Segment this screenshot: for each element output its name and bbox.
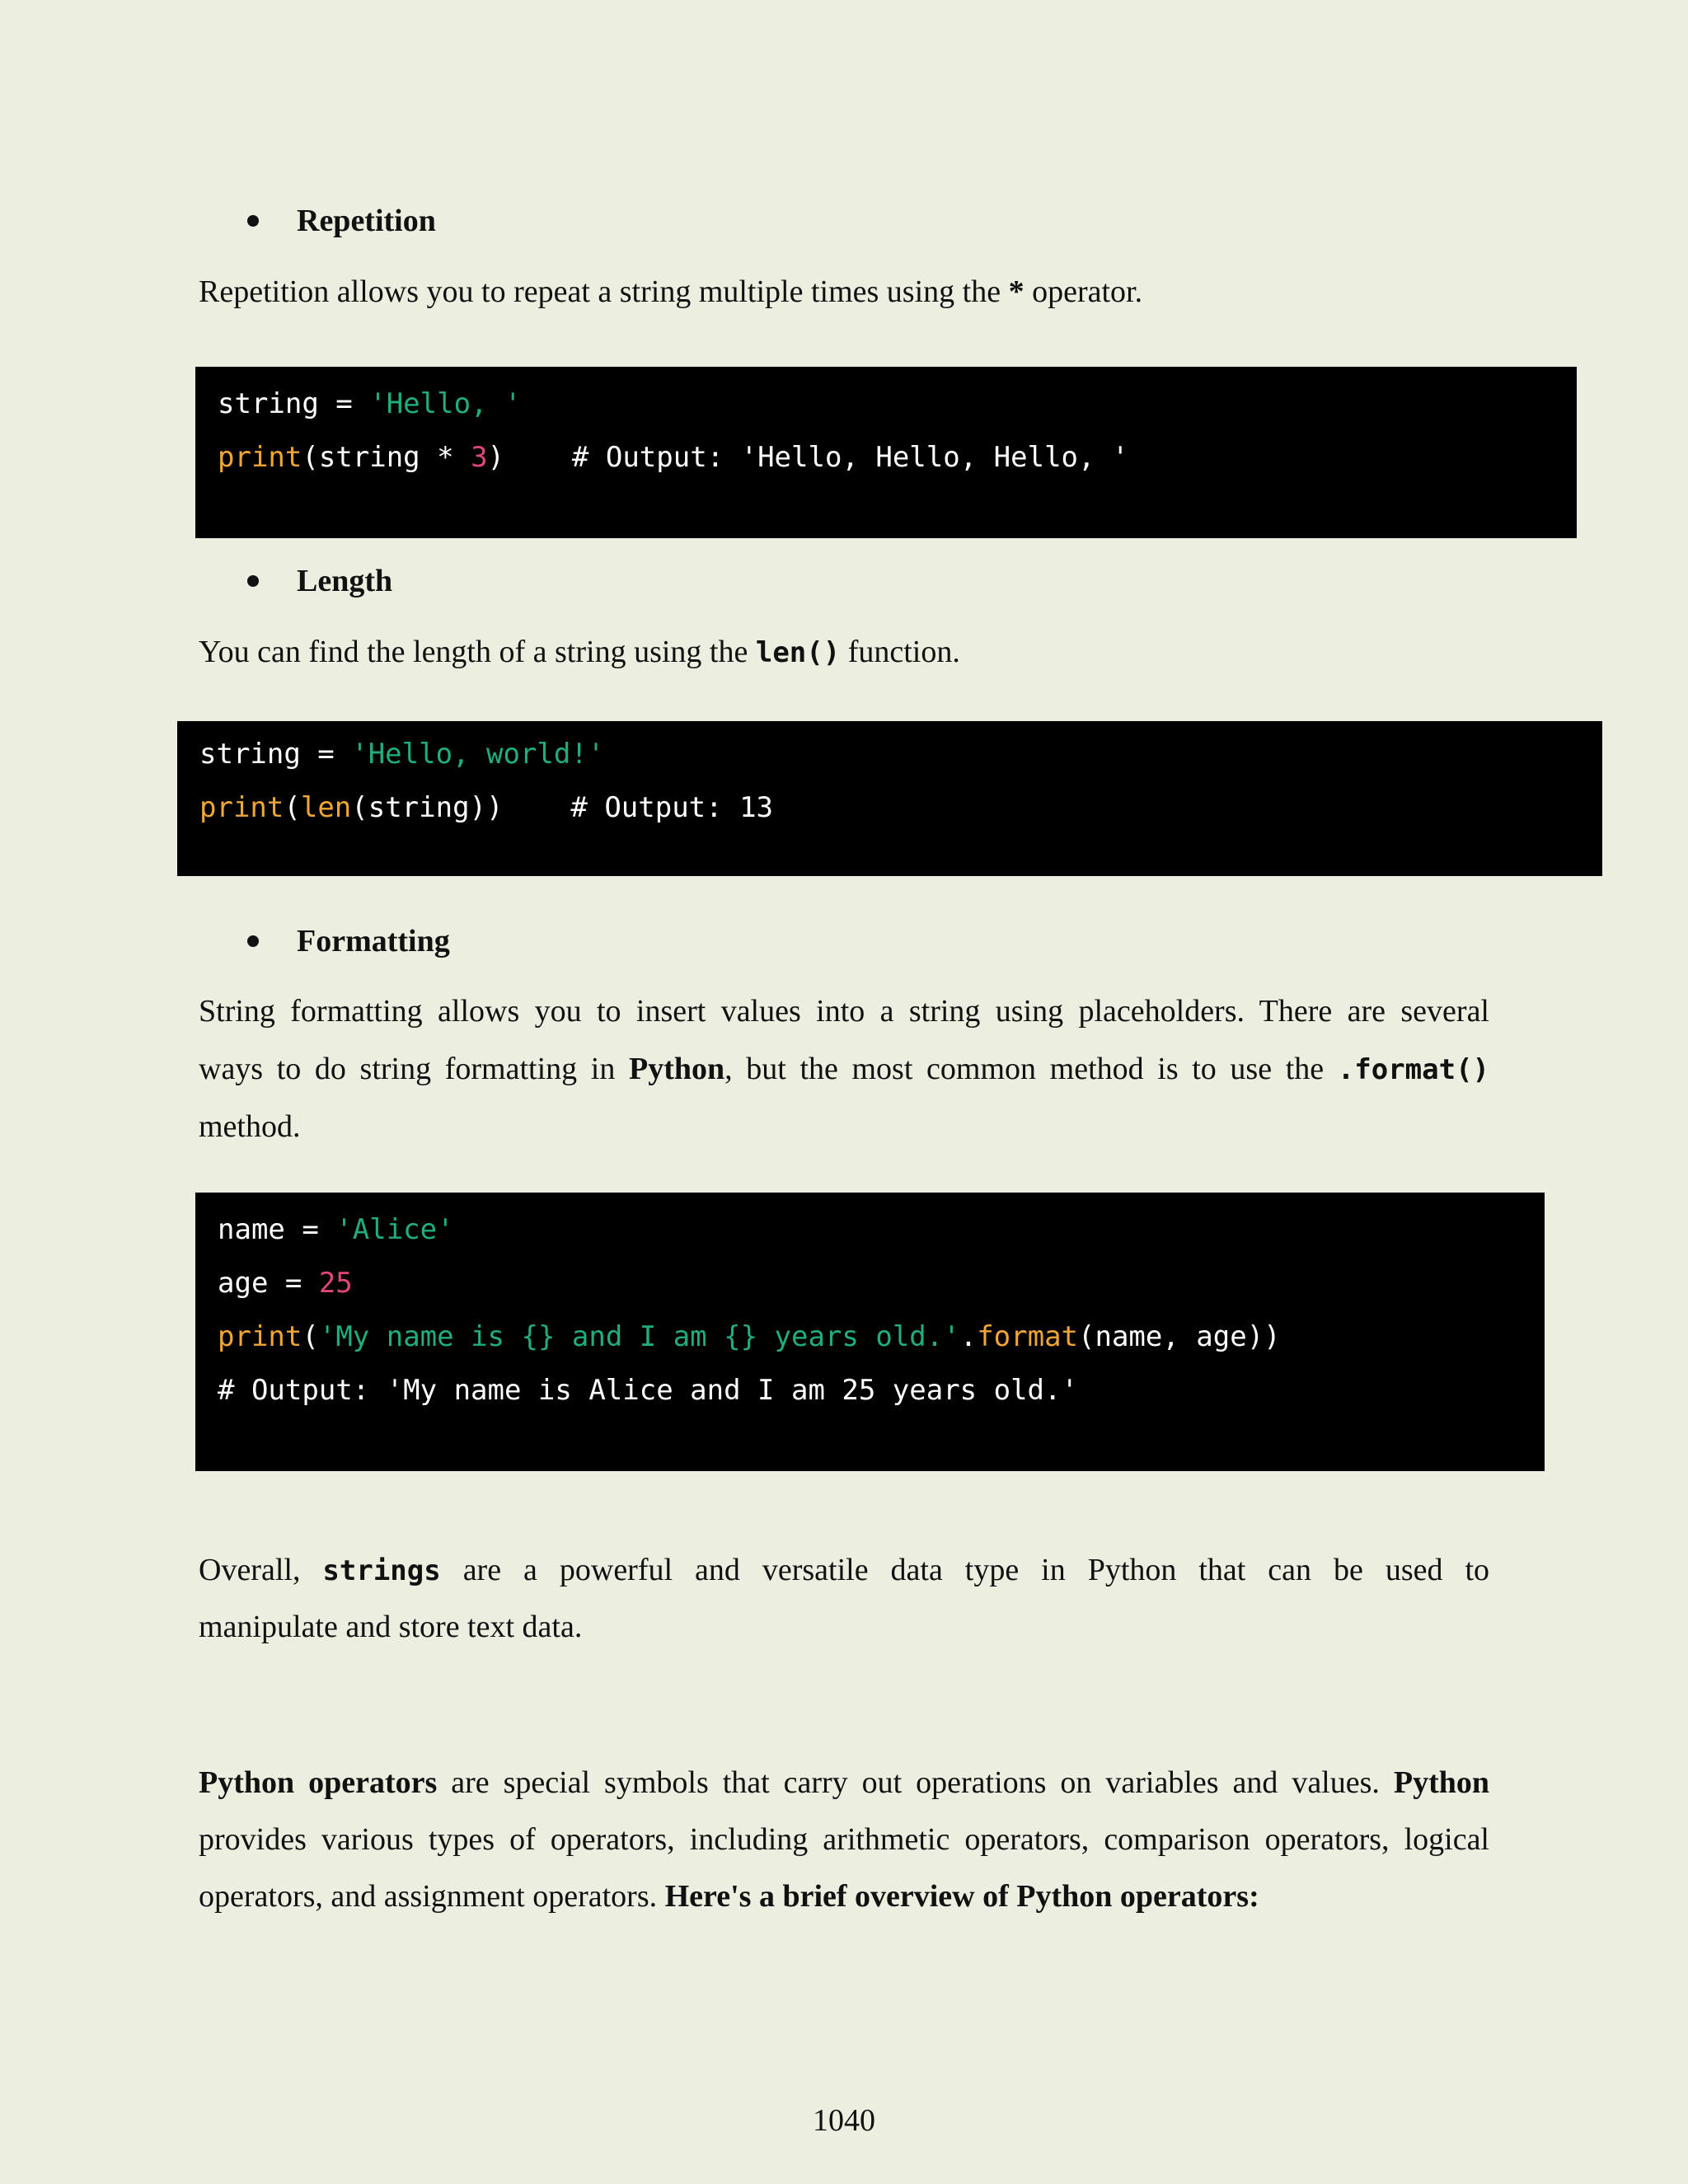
format-method: .format() [1337,1053,1490,1086]
bullet-length [247,556,392,606]
code-line: string = 'Hello, world!' [199,738,605,771]
len-function: len() [755,636,841,669]
page-number: 1040 [813,2103,875,2138]
code-line: print(string * 3) # Output: 'Hello, Hello, Hello, ' [218,441,1129,474]
operators-line-3: operators, and assignment operators. Here's a brief overview of Python operators: [199,1879,1259,1914]
heading-length: Length [297,564,393,598]
strings-keyword: strings [322,1554,441,1587]
heading-formatting: Formatting [297,924,450,958]
code-block-repetition [195,367,1577,538]
overall-line-1: Overall, strings are a powerful and versatile data type in Python that can be used to [199,1553,1490,1587]
operators-line-2: provides various types of operators, including arithmetic operators, comparison operators, logical [199,1822,1489,1857]
code-line: # Output: 'My name is Alice and I am 25 years old.' [218,1374,1078,1407]
heading-repetition: Repetition [297,204,436,238]
code-block-formatting [195,1193,1545,1471]
bullet-repetition [247,196,436,246]
formatting-line-1: String formatting allows you to insert values into a string using placeholders. There are several [199,994,1489,1029]
bullet-icon [247,575,259,587]
repetition-text: Repetition allows you to repeat a string multiple times using the * operator. [199,274,1143,309]
code-line: print('My name is {} and I am {} years old.'.format(name, age)) [218,1320,1281,1353]
length-text: You can find the length of a string using the len() function. [199,635,960,669]
bullet-icon [247,935,259,947]
code-line: string = 'Hello, ' [218,387,522,420]
code-line: name = 'Alice' [218,1213,454,1246]
code-line: print(len(string)) # Output: 13 [199,791,774,824]
operators-line-1: Python operators are special symbols that carry out operations on variables and values. Python [199,1765,1489,1800]
formatting-line-2: ways to do string formatting in Python, but the most common method is to use the .format() [199,1052,1490,1086]
formatting-line-3: method. [199,1109,301,1144]
operator-star: * [1008,274,1025,309]
bullet-icon [247,215,259,227]
overall-line-2: manipulate and store text data. [199,1610,583,1644]
code-block-length [177,721,1602,876]
code-line: age = 25 [218,1267,353,1300]
bullet-formatting [247,916,450,966]
